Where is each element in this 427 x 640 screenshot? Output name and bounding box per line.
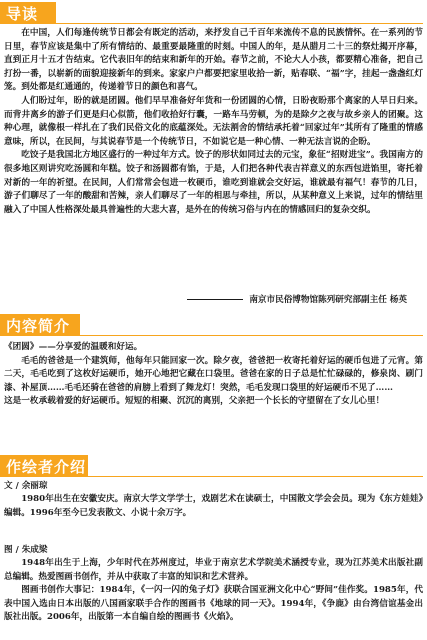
creators-section-title: 作绘者介绍	[0, 455, 88, 477]
intro-paragraph-3: 吃饺子是我国北方地区盛行的一种过年方式。饺子的形状如同过去的元宝，象征“招财进宝”。我国南方的很多地区则讲究吃汤圆和年糕。饺子和汤圆都有馅，于是，人们把各种代表吉祥意义的东西包进馅里，寄托着对新的一年的祈望。在民间，人们常常会包进一枚硬币，谁吃到谁就会交好运，谁就最有福气！春节的几日，游子们聊尽了一年的酸甜和苦辣，亲人们聊尽了一年的相思与牵挂，所以，从某种意义上来说，过年的情结里融入了中国人性格深处最具普遍性的大悲大喜，是外在的传统习俗与内在的情感回归的复杂交织。	[4, 150, 423, 215]
intro-signature	[187, 294, 407, 307]
illustrator-bio-2: 图画书创作大事记：1984年，《一闪一闪的兔子灯》获联合国亚洲文化中心“野间”佳作奖。1985年，代表中国入选由日本出版的八国画家联手合作的图画书《地球的同一天》。1994年，《争鹿》由台湾信谊基金出版社出版。2006年，出版第一本自编自绘的图画书《火焰》。	[4, 585, 423, 623]
summary-body	[4, 341, 423, 409]
creators-title-rule	[88, 476, 423, 477]
intro-title-rule	[56, 23, 423, 24]
summary-section-title: 内容简介	[0, 314, 80, 336]
intro-paragraph-2: 人们盼过年，盼的就是团圆。他们早早准备好年货和一份团圆的心情，日盼夜盼那个离家的人早日归来。而背井离乡的游子们更是归心似箭，他们收拾好行囊，一路车马劳顿，为的是除夕之夜与故乡亲人的团聚。这种心理，就像根一样扎在了我们民俗文化的底蕴深处。无法割舍的情结承托着“回家过年”其所有了隆重的情感意味，所以，在民间，与其说春节是一个传统节日，不如说它是一种心情、一种无法言说的企盼。	[4, 95, 423, 147]
illustrator-heading: 图 / 朱成梁	[4, 545, 48, 555]
intro-section-title: 导读	[0, 2, 56, 24]
writer-heading: 文 / 余丽琼	[4, 481, 48, 491]
summary-closing: 这是一枚承载着爱的好运硬币。短短的相聚、沉沉的离别，父亲把一个长长的守望留在了女儿心里！	[4, 396, 385, 407]
signature-text: 南京市民俗博物馆陈列研究部副主任 杨英	[249, 295, 407, 305]
signature-dash	[187, 299, 243, 300]
summary-book-title: 《团圆》——分享爱的温暖和好运。	[4, 342, 143, 352]
intro-body	[4, 27, 423, 217]
writer-bio: 1980年出生在安徽安庆。南京大学文学学士，戏剧艺术在读硕士，中国散文学会会员。现为《东方娃娃》编辑。1996年至今已发表散文、小说十余万字。	[4, 494, 423, 518]
writer-bio-block	[4, 493, 423, 520]
summary-title-rule	[80, 335, 423, 336]
illustrator-bio-block	[4, 557, 423, 625]
intro-paragraph-1: 在中国，人们每逢传统节日都会有既定的活动，来抒发自己千百年来流传不息的民族情怀。在一系列的节日里，春节应该是集中了所有情结的、最重要最隆重的时刻。中国人的年，是从腊月二十三的祭灶揭开序幕，直到正月十五才告结束。它代表旧年的结束和新年的开始。春节之前，不论大人小孩，都要精心准备，把自己打扮一番，以崭新的面貌迎接新年的到来。家家户户都要把家里收拾一新，贴春联、“福”字，挂起一盏盏红灯笼。到处都是红通通的，传递着节日的颜色和喜气。	[4, 28, 423, 93]
summary-paragraph-1: 毛毛的爸爸是一个建筑师，他每年只能回家一次。除夕夜，爸爸把一枚寄托着好运的硬币包进了元宵。第二天，毛毛吃到了这枚好运硬币，她开心地把它藏在口袋里。爸爸在家的日子总是忙忙碌碌的，修泉岗、刷门漆、补屋顶……毛毛还骑在爸爸的肩膀上看到了舞龙灯！突然，毛毛发现口袋里的好运硬币不见了……	[4, 355, 423, 393]
illustrator-bio-1: 1948年出生于上海，少年时代在苏州度过，毕业于南京艺术学院美术涵授专业，现为江苏美术出版社副总编辑。热爱图画书创作，并从中获取了丰富的知识和艺术营养。	[4, 558, 423, 582]
